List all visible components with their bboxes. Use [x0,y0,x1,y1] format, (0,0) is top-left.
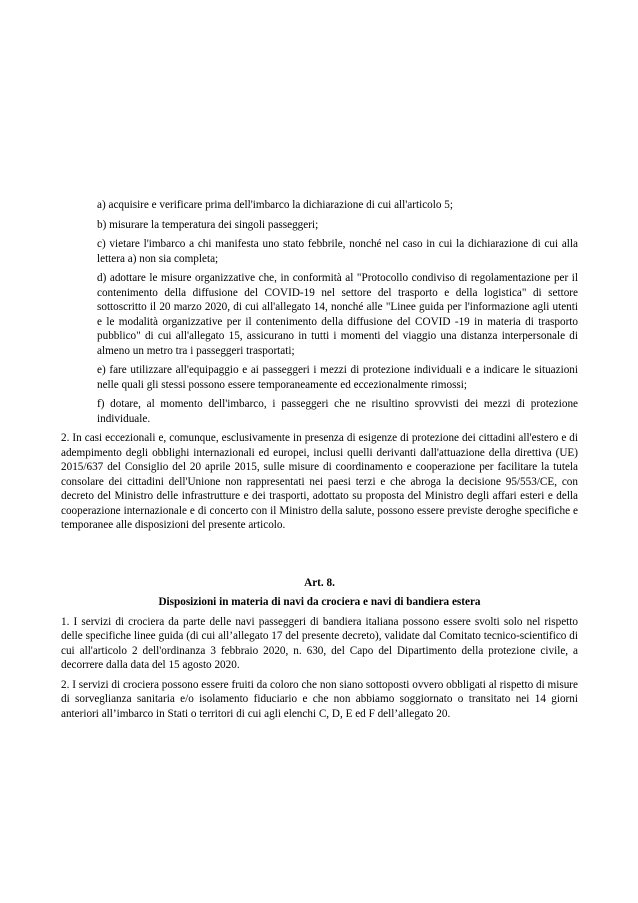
document-page [61,198,578,726]
article-title: Disposizioni in materia di navi da crociera e navi di bandiera estera [158,596,481,608]
section-spacer [61,538,578,576]
item-e: e) fare utilizzare all'equipaggio e ai passeggeri i mezzi di protezione individuali e a indicare le situazioni nelle quali gli stessi possono essere temporaneamente ed eccezionalmente rimossi; [97,364,578,391]
item-a: a) acquisire e verificare prima dell'imbarco la dichiarazione di cui all'articolo 5; [97,199,453,211]
item-b: b) misurare la temperatura dei singoli passeggeri; [97,218,319,231]
item-d: d) adottare le misure organizzative che, in conformità al "Protocollo condiviso di regolamentazione per il contenimento della diffusione del COVID-19 nel settore del trasporto e della logistica" di settore sottoscritto il 20 marzo 2020, di cui all'allegato 14, nonché alle "Linee guida per l'informazione agli utenti e le modalità organizzative per il contenimento della diffusione del COVID -19 in materia di trasporto pubblico" di cui all'allegato 15, assicurano in tutti i momenti del viaggio una distanza interpersonale di almeno un metro tra i passeggeri trasportati; [97,272,578,357]
article-number: Art. 8. [304,576,335,589]
item-c: c) vietare l'imbarco a chi manifesta uno stato febbrile, nonché nel caso in cui la dichiarazione di cui alla lettera a) non sia completa; [97,238,578,265]
item-f: f) dotare, al momento dell'imbarco, i passeggeri che ne risultino sprovvisti dei mezzi di protezione individuale. [97,398,578,425]
article-paragraph-1: 1. I servizi di crociera da parte delle navi passeggeri di bandiera italiana possono essere svolti solo nel rispetto delle specifiche linee guida (di cui all’allegato 17 del presente decreto), validate dal Comitato tecnico-scientifico di cui all'articolo 2 dell'ordinanza 3 febbraio 2020, n. 630, del Capo del Dipartimento della protezione civile, a decorrere dalla data del 15 agosto 2020. [61,615,578,671]
article-paragraph-2: 2. I servizi di crociera possono essere fruiti da coloro che non siano sottoposti ovvero obbligati al rispetto di misure di sorveglianza sanitaria e/o isolamento fiduciario e che non abbiamo soggiornato o transitato nei 14 giorni anteriori all’imbarco in Stati o territori di cui agli elenchi C, D, E ed F dell’allegato 20. [61,678,578,720]
paragraph-2: 2. In casi eccezionali e, comunque, esclusivamente in presenza di esigenze di protezione dei cittadini all'estero e di adempimento degli obblighi internazionali ed europei, inclusi quelli derivanti dall'attuazione della direttiva (UE) 2015/637 del Consiglio del 20 aprile 2015, sulle misure di coordinamento e cooperazione per facilitare la tutela consolare dei cittadini dell'Unione non rappresentati nei paesi terzi e che abroga la decisione 95/553/CE, con decreto del Ministro delle infrastrutture e dei trasporti, adottato su proposta del Ministro degli affari esteri e della cooperazione internazionale e di concerto con il Ministro della salute, possono essere previste deroghe specifiche e temporanee alle disposizioni del presente articolo. [61,432,578,531]
